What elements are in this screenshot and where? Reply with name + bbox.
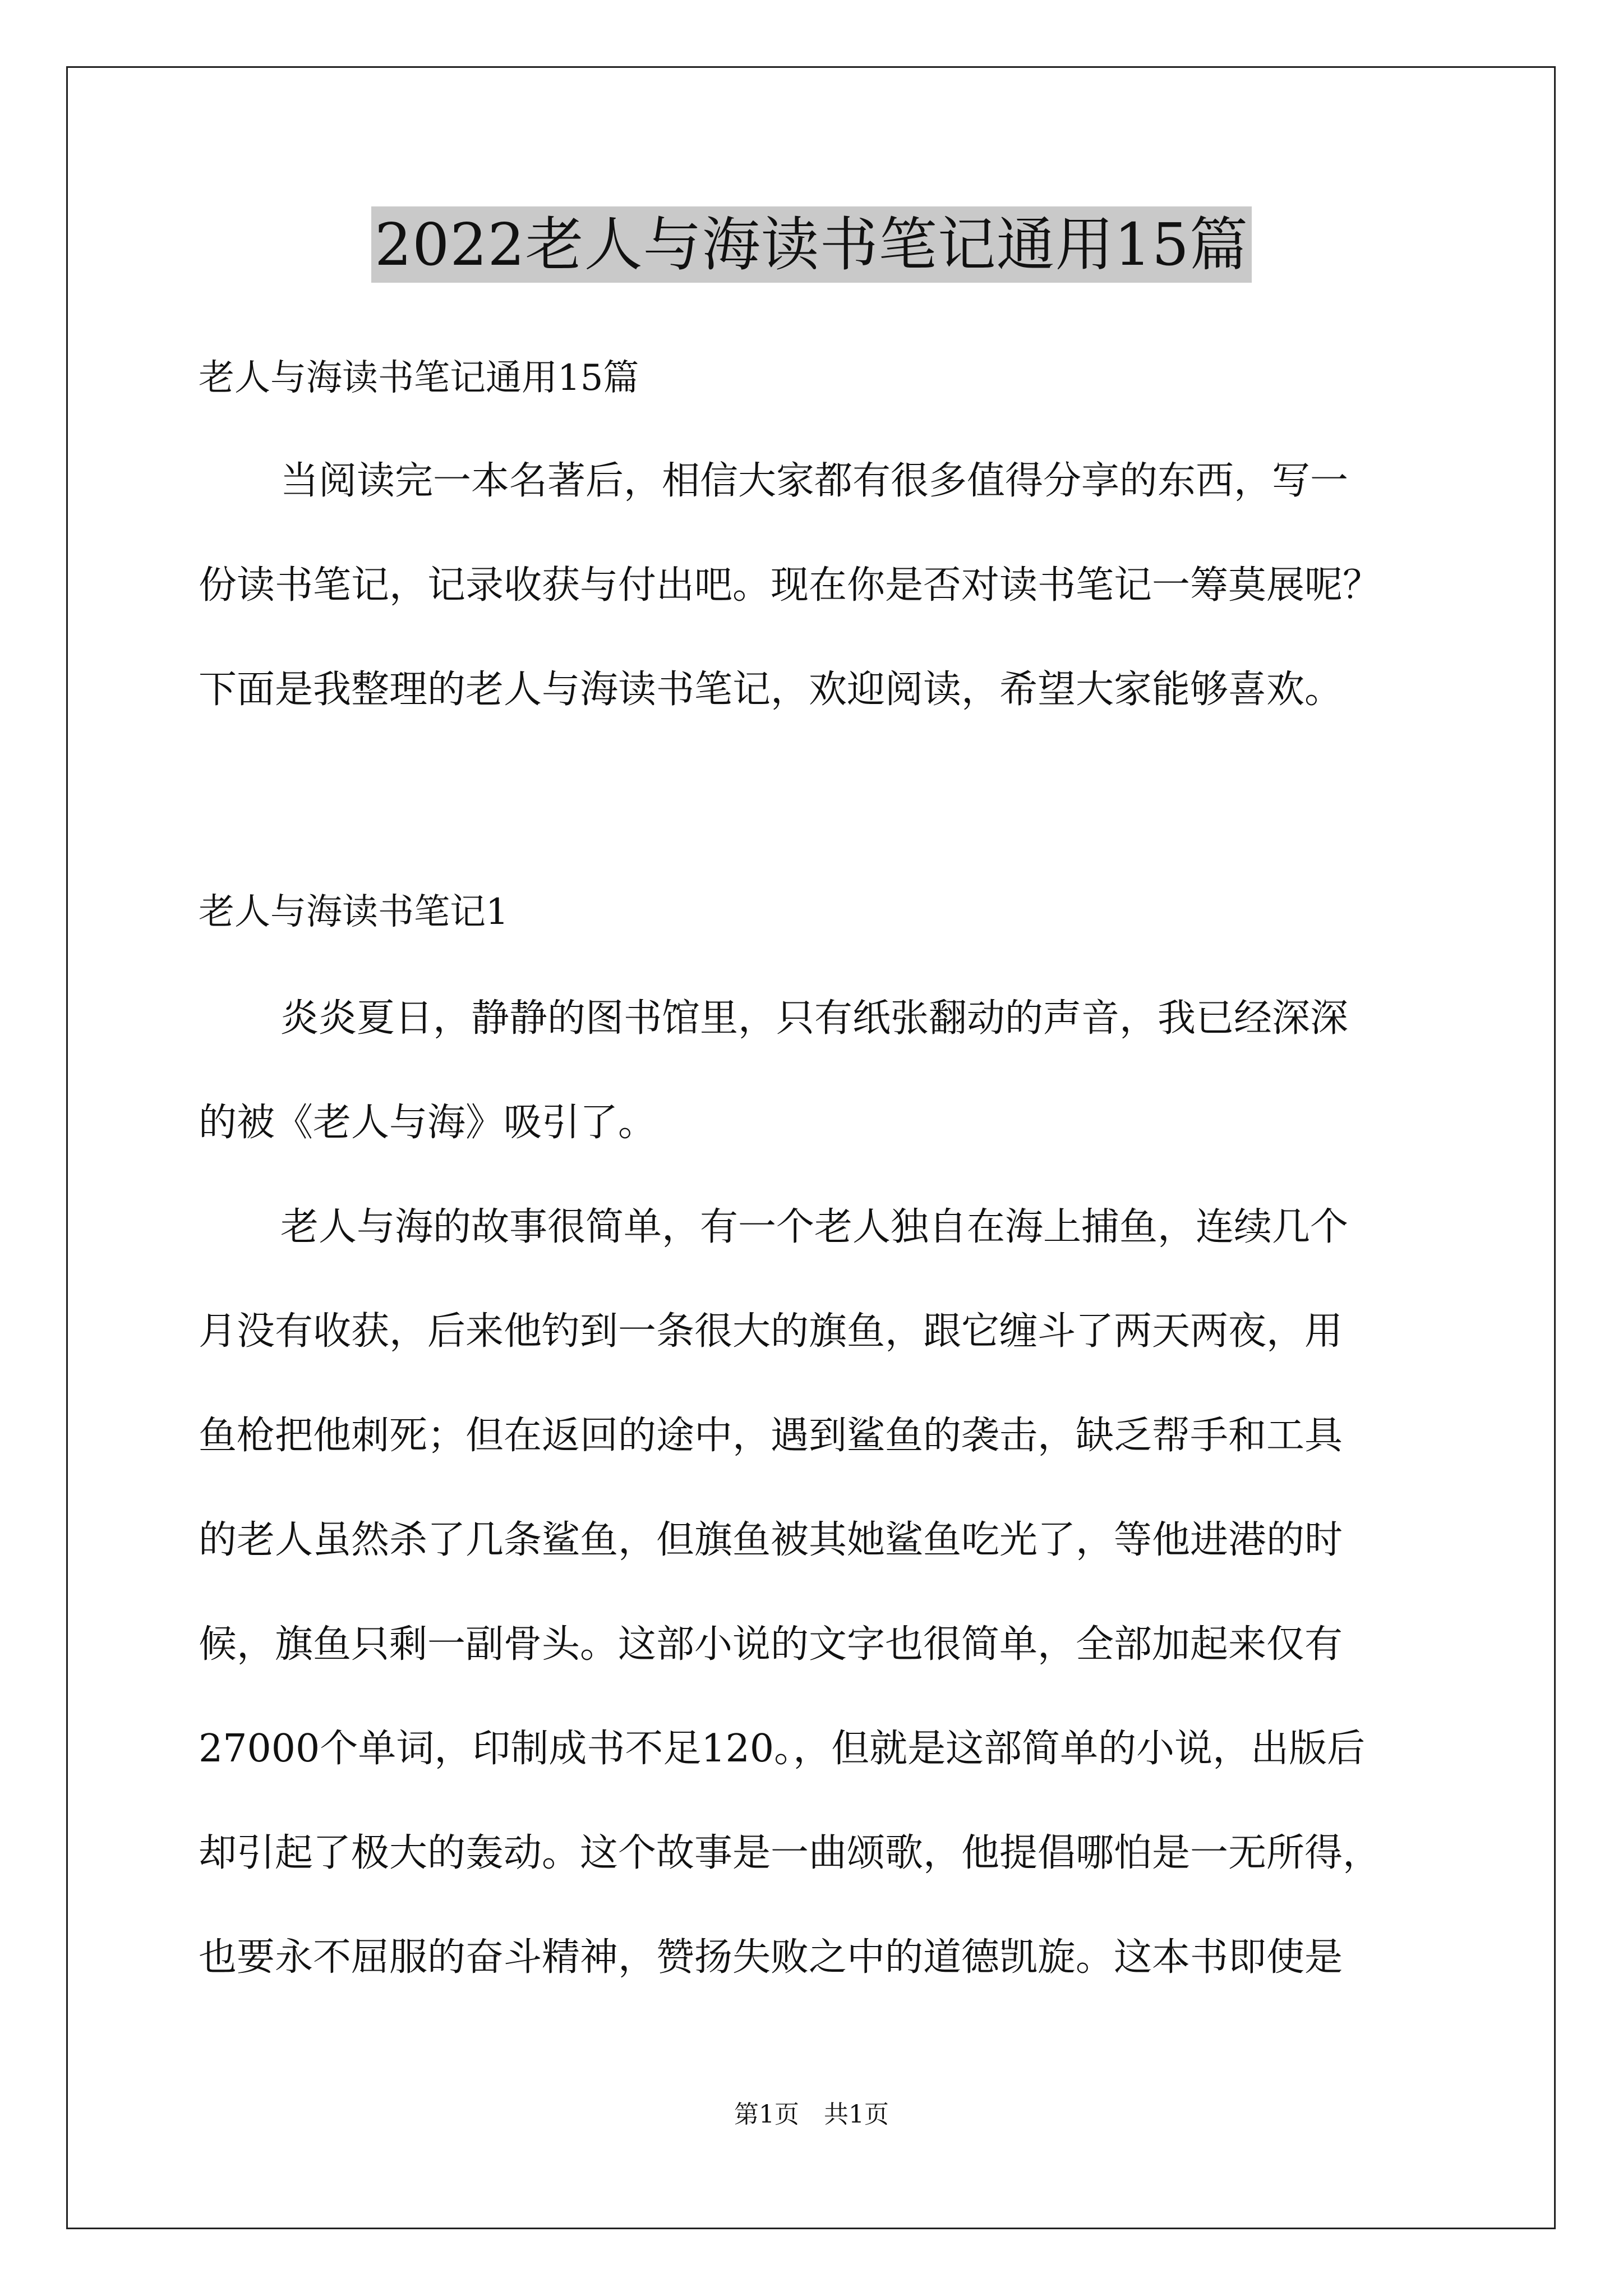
paragraph-line: 的被《老人与海》吸引了。 xyxy=(199,1101,657,1145)
title-container xyxy=(0,206,1623,283)
paragraph-line: 老人与海的故事很简单，有一个老人独自在海上捕鱼，连续几个 xyxy=(280,1205,1349,1249)
intro-line: 下面是我整理的老人与海读书笔记，欢迎阅读，希望大家能够喜欢。 xyxy=(199,668,1343,712)
paragraph-line: 也要永不屈服的奋斗精神，赞扬失败之中的道德凯旋。这本书即使是 xyxy=(199,1935,1343,1980)
paragraph-line: 月没有收获，后来他钓到一条很大的旗鱼，跟它缠斗了两天两夜，用 xyxy=(199,1309,1343,1354)
document-subtitle: 老人与海读书笔记通用15篇 xyxy=(199,357,639,399)
document-title: 2022老人与海读书笔记通用15篇 xyxy=(371,206,1252,283)
paragraph-line: 炎炎夏日，静静的图书馆里，只有纸张翻动的声音，我已经深深 xyxy=(280,996,1349,1041)
paragraph-line: 27000个单词，印制成书不足120。，但就是这部简单的小说，出版后 xyxy=(199,1727,1366,1771)
paragraph-line: 候，旗鱼只剩一副骨头。这部小说的文字也很简单，全部加起来仅有 xyxy=(199,1622,1343,1667)
section-title: 老人与海读书笔记1 xyxy=(199,891,509,933)
paragraph-line: 的老人虽然杀了几条鲨鱼，但旗鱼被其她鲨鱼吃光了，等他进港的时 xyxy=(199,1518,1343,1562)
paragraph-line: 鱼枪把他刺死；但在返回的途中，遇到鲨鱼的袭击，缺乏帮手和工具 xyxy=(199,1414,1343,1458)
intro-line: 当阅读完一本名著后，相信大家都有很多值得分享的东西，写一 xyxy=(280,459,1349,503)
page-footer: 第1页 共1页 xyxy=(734,2100,889,2129)
paragraph-line: 却引起了极大的轰动。这个故事是一曲颂歌，他提倡哪怕是一无所得， xyxy=(199,1831,1381,1875)
intro-line: 份读书笔记，记录收获与付出吧。现在你是否对读书笔记一筹莫展呢？ xyxy=(199,563,1381,608)
